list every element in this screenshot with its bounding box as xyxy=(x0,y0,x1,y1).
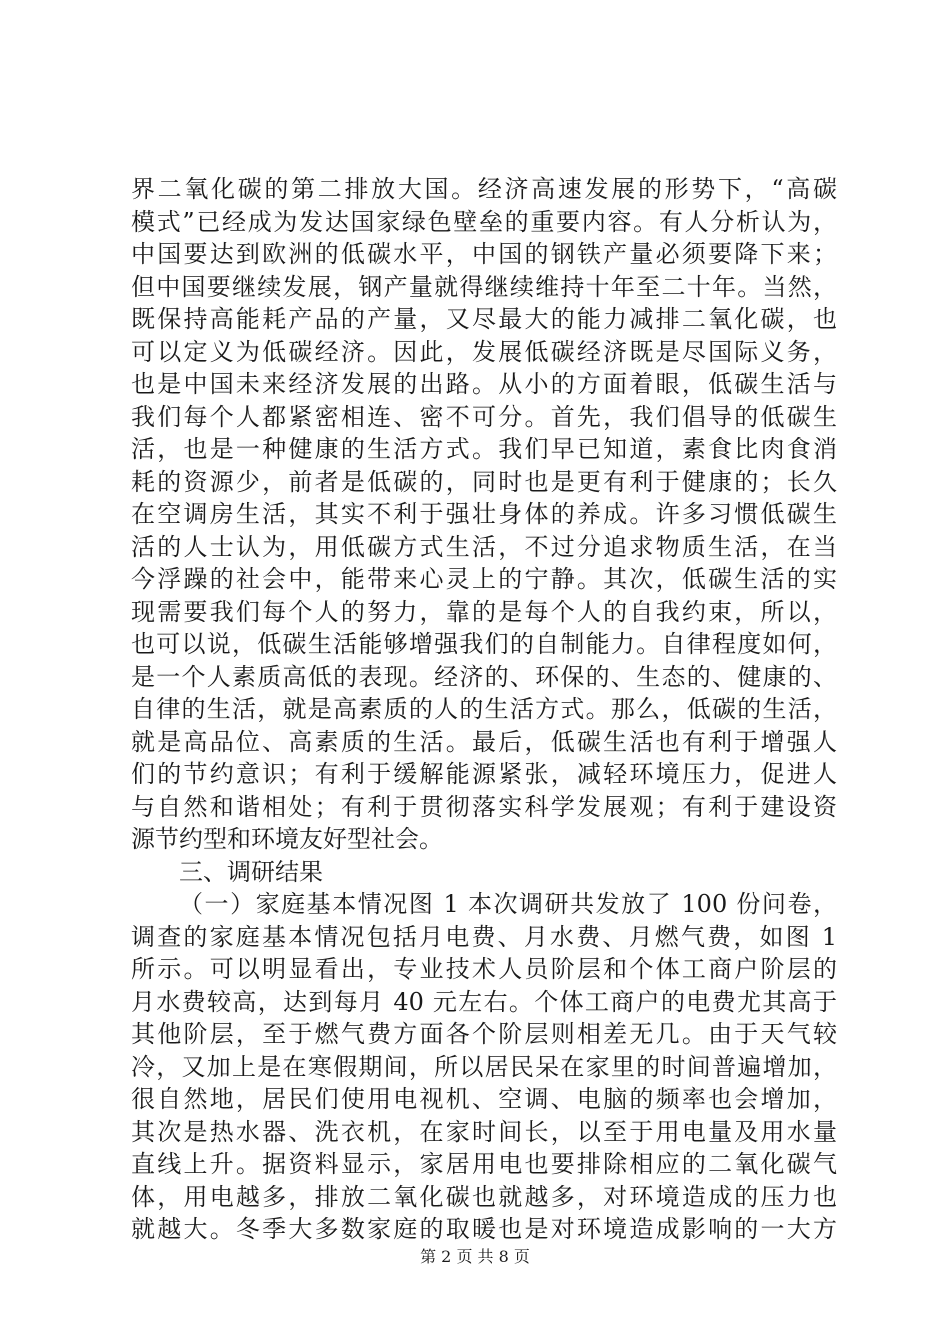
paragraph-line: 直线上升。据资料显示，家居用电也要排除相应的二氧化碳气 xyxy=(131,1150,837,1178)
paragraph-line: 就越大。冬季大多数家庭的取暖也是对环境造成影响的一大方 xyxy=(131,1215,837,1243)
paragraph-line: 既保持高能耗产品的产量，又尽最大的能力减排二氧化碳，也 xyxy=(131,305,837,333)
paragraph-line: 其次是热水器、洗衣机，在家时间长，以至于用电量及用水量 xyxy=(131,1117,837,1146)
paragraph-line: 月水费较高，达到每月 40 元左右。个体工商户的电费尤其高于 xyxy=(131,987,837,1016)
paragraph-line: 也可以说，低碳生活能够增强我们的自制能力。自律程度如何， xyxy=(131,630,837,658)
paragraph-line: 今浮躁的社会中，能带来心灵上的宁静。其次，低碳生活的实 xyxy=(131,565,837,593)
paragraph-line: 可以定义为低碳经济。因此，发展低碳经济既是尽国际义务， xyxy=(131,337,837,366)
page-number: 第 2 页 共 8 页 xyxy=(420,1247,530,1266)
paragraph-line: （一）家庭基本情况图 1 本次调研共发放了 100 份问卷， xyxy=(179,890,837,918)
paragraph-line: 模式”已经成为发达国家绿色壁垒的重要内容。有人分析认为， xyxy=(131,207,837,236)
paragraph-line: 现需要我们每个人的努力，靠的是每个人的自我约束，所以， xyxy=(131,597,837,626)
paragraph-line: 源节约型和环境友好型社会。 xyxy=(131,825,443,853)
paragraph-line: 很自然地，居民们使用电视机、空调、电脑的频率也会增加， xyxy=(131,1085,837,1113)
paragraph-line: 活的人士认为，用低碳方式生活，不过分追求物质生活，在当 xyxy=(131,532,837,561)
section-heading: 三、调研结果 xyxy=(179,857,323,886)
paragraph-line: 也是中国未来经济发展的出路。从小的方面着眼，低碳生活与 xyxy=(131,370,837,398)
paragraph-line: 冷，又加上是在寒假期间，所以居民呆在家里的时间普遍增加， xyxy=(131,1052,837,1081)
paragraph-line: 是一个人素质高低的表现。经济的、环保的、生态的、健康的、 xyxy=(131,662,837,691)
paragraph-line: 活，也是一种健康的生活方式。我们早已知道，素食比肉食消 xyxy=(131,435,837,463)
paragraph-line: 所示。可以明显看出，专业技术人员阶层和个体工商户阶层的 xyxy=(131,955,837,983)
document-body xyxy=(131,173,837,1246)
paragraph-line: 耗的资源少，前者是低碳的，同时也是更有利于健康的；长久 xyxy=(131,467,837,496)
paragraph-line: 其他阶层，至于燃气费方面各个阶层则相差无几。由于天气较 xyxy=(131,1020,837,1048)
paragraph-line: 就是高品位、高素质的生活。最后，低碳生活也有利于增强人 xyxy=(131,727,837,756)
paragraph-line: 调查的家庭基本情况包括月电费、月水费、月燃气费，如图 1 xyxy=(131,922,837,951)
paragraph-line: 体，用电越多，排放二氧化碳也就越多，对环境造成的压力也 xyxy=(131,1182,837,1211)
paragraph-line: 我们每个人都紧密相连、密不可分。首先，我们倡导的低碳生 xyxy=(131,402,837,431)
paragraph-line: 界二氧化碳的第二排放大国。经济高速发展的形势下，“高碳 xyxy=(131,175,837,203)
paragraph-line: 们的节约意识；有利于缓解能源紧张，减轻环境压力，促进人 xyxy=(131,760,837,788)
paragraph-line: 在空调房生活，其实不利于强壮身体的养成。许多习惯低碳生 xyxy=(131,500,837,528)
paragraph-line: 与自然和谐相处；有利于贯彻落实科学发展观；有利于建设资 xyxy=(131,792,837,821)
paragraph-line: 自律的生活，就是高素质的人的生活方式。那么，低碳的生活， xyxy=(131,695,837,723)
paragraph-line: 中国要达到欧洲的低碳水平，中国的钢铁产量必须要降下来； xyxy=(131,240,837,268)
paragraph-line: 但中国要继续发展，钢产量就得继续维持十年至二十年。当然， xyxy=(131,272,837,301)
